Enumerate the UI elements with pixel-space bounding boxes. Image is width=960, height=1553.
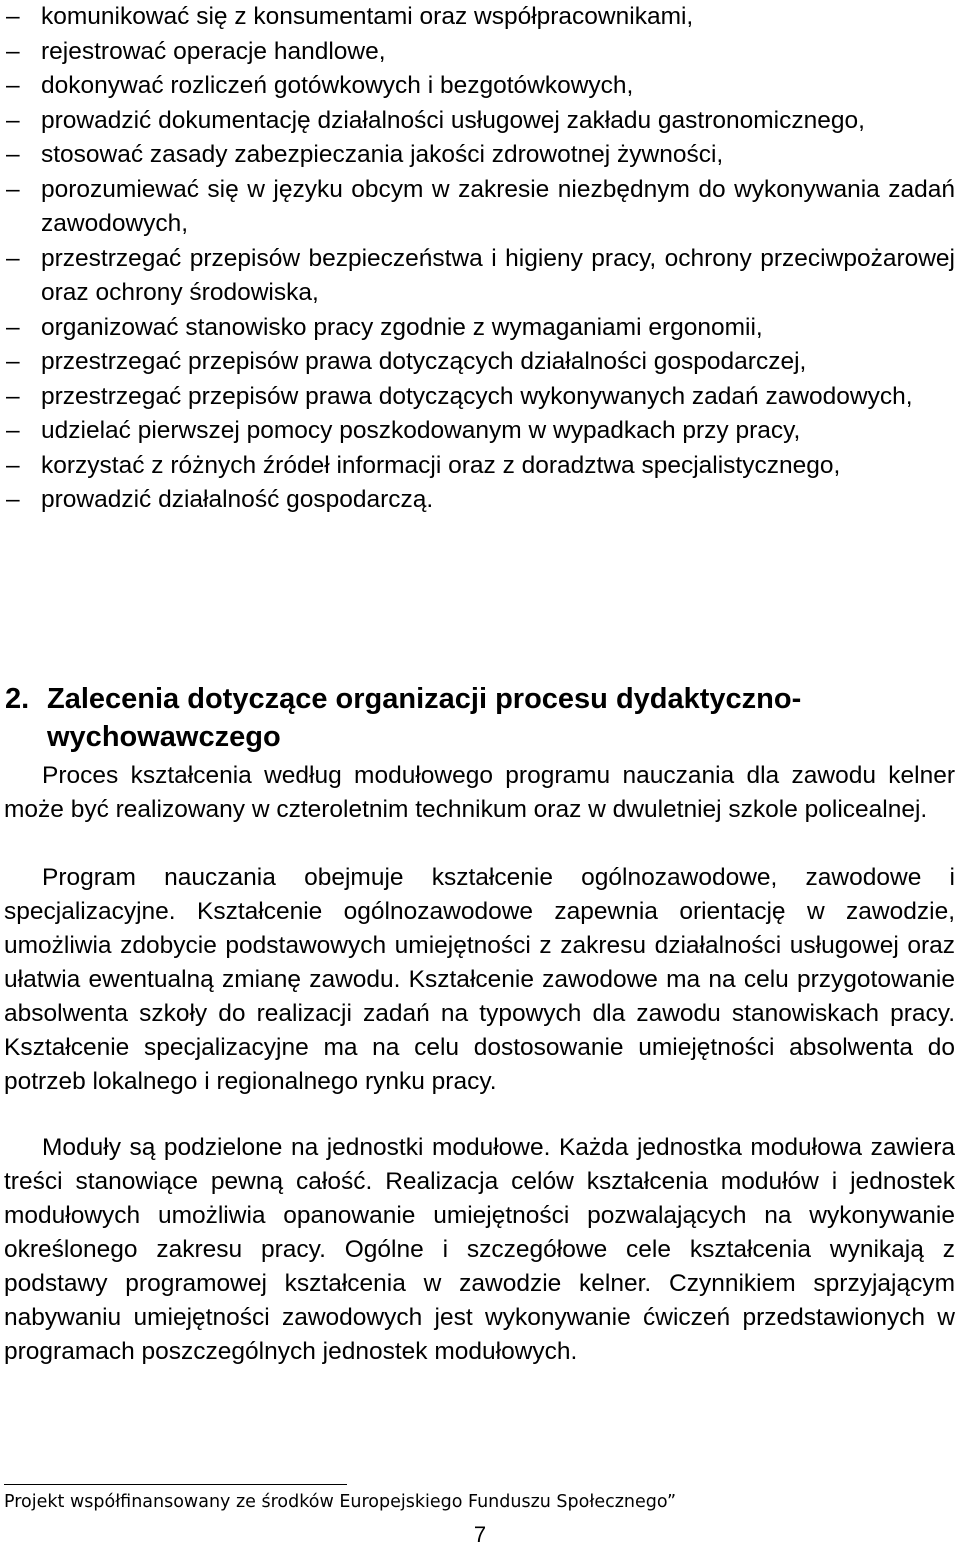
list-item-text: korzystać z różnych źródeł informacji oraz z doradztwa specjalistycznego,	[41, 451, 841, 479]
list-item-text: przestrzegać przepisów prawa dotyczących działalności gospodarczej,	[41, 348, 807, 375]
list-item	[0, 138, 955, 173]
dash-icon: –	[6, 451, 20, 479]
list-item-text: dokonywać rozliczeń gotówkowych i bezgotówkowych,	[41, 72, 634, 99]
list-item	[0, 35, 955, 70]
list-item-text: stosować zasady zabezpieczania jakości zdrowotnej żywności,	[41, 141, 724, 168]
body-paragraph: Program nauczania obejmuje kształcenie ogólnozawodowe, zawodowe i specjalizacyjne. Kształcenie ogólnozawodowe zapewnia orientację w zawodzie, umożliwia zdobycie podstawowych umiejętności z zakresu działalności usługowej oraz ułatwia ewentualną zmianę zawodu. Kształcenie zawodowe ma na celu przygotowanie absolwenta szkoły do realizacji zadań na typowych dla zawodu stanowiskach pracy. Kształcenie specjalizacyjne ma na celu dostosowanie umiejętności absolwenta do potrzeb lokalnego i regionalnego rynku pracy.	[4, 864, 955, 1095]
body-paragraph: Proces kształcenia według modułowego programu nauczania dla zawodu kelner może być realizowany w czteroletnim technikum oraz w dwuletniej szkole policealnej.	[4, 762, 955, 823]
list-item	[0, 380, 955, 415]
skills-list	[0, 0, 955, 518]
list-item	[0, 69, 955, 104]
list-item	[0, 483, 955, 518]
section-title: Zalecenia dotyczące organizacji procesu dydaktyczno-wychowawczego	[47, 683, 802, 753]
dash-icon: –	[6, 244, 20, 272]
list-item	[0, 449, 955, 484]
list-item	[0, 311, 955, 346]
dash-icon: –	[6, 72, 20, 99]
dash-icon: –	[6, 175, 20, 203]
list-item-text: przestrzegać przepisów bezpieczeństwa i higieny pracy, ochrony przeciwpożarowej oraz ochrony środowiska,	[41, 244, 955, 306]
dash-icon: –	[6, 348, 20, 375]
list-item	[0, 173, 955, 242]
body-paragraph: Moduły są podzielone na jednostki modułowe. Każda jednostka modułowa zawiera treści stanowiące pewną całość. Realizacja celów kształcenia modułów i jednostek modułowych umożliwia opanowanie umiejętności pozwalających na wykonywanie określonego zakresu pracy. Ogólne i szczegółowe cele kształcenia wynikają z podstawy programowej kształcenia w zawodzie kelner. Czynnikiem sprzyjającym nabywaniu umiejętności zawodowych jest wykonywanie ćwiczeń przedstawionych w programach poszczególnych jednostek modułowych.	[4, 1134, 955, 1365]
list-item	[0, 0, 955, 35]
list-item	[0, 345, 955, 380]
list-item	[0, 104, 955, 139]
dash-icon: –	[6, 417, 20, 444]
dash-icon: –	[6, 3, 20, 30]
list-item-text: porozumiewać się w języku obcym w zakresie niezbędnym do wykonywania zadań zawodowych,	[41, 175, 955, 237]
list-item-text: komunikować się z konsumentami oraz współpracownikami,	[41, 3, 694, 30]
list-item-text: organizować stanowisko pracy zgodnie z wymaganiami ergonomii,	[41, 313, 763, 341]
page-number: 7	[473, 1522, 487, 1547]
footer-divider	[4, 1484, 347, 1485]
list-item	[0, 414, 955, 449]
section-heading	[0, 680, 955, 756]
footer-text: Projekt współfinansowany ze środków Europejskiego Funduszu Społecznego”	[4, 1492, 677, 1512]
dash-icon: –	[6, 486, 20, 513]
list-item-text: prowadzić działalność gospodarczą.	[41, 486, 434, 513]
dash-icon: –	[6, 37, 20, 65]
dash-icon: –	[6, 106, 20, 134]
list-item-text: prowadzić dokumentację działalności usługowej zakładu gastronomicznego,	[41, 106, 865, 134]
list-item	[0, 242, 955, 311]
dash-icon: –	[6, 382, 20, 410]
list-item-text: rejestrować operacje handlowe,	[41, 37, 386, 65]
dash-icon: –	[6, 313, 20, 341]
list-item-text: udzielać pierwszej pomocy poszkodowanym w wypadkach przy pracy,	[41, 417, 801, 444]
section-number: 2.	[5, 683, 30, 715]
list-item-text: przestrzegać przepisów prawa dotyczących wykonywanych zadań zawodowych,	[41, 382, 913, 410]
dash-icon: –	[6, 141, 20, 168]
